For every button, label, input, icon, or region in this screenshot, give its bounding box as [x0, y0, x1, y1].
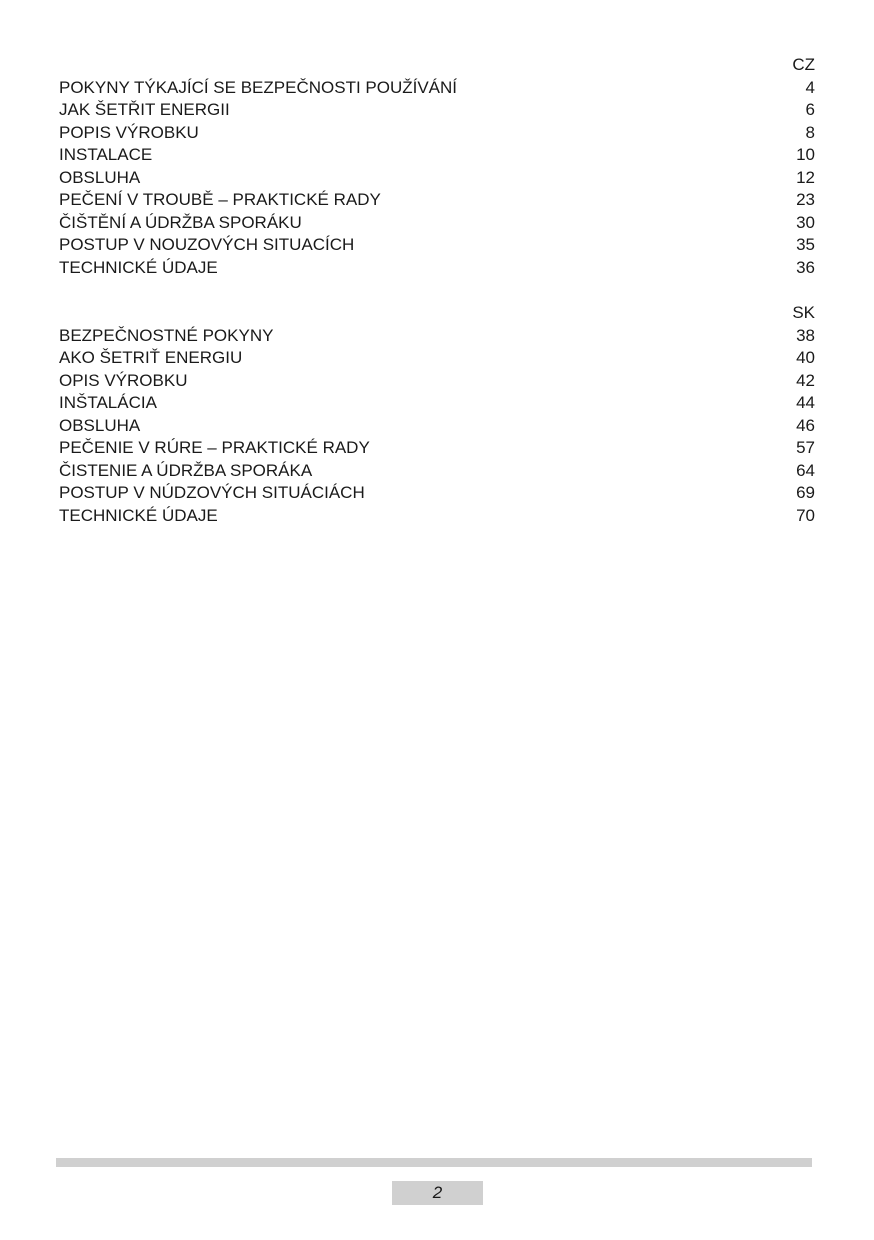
toc-entry-page: 44 — [796, 393, 815, 412]
toc-entry[interactable] — [59, 167, 815, 190]
toc-entry-page: 12 — [796, 167, 815, 187]
toc-entry-title: POKYNY TÝKAJÍCÍ SE BEZPEČNOSTI POUŽÍVÁNÍ — [59, 77, 458, 97]
section-language-code: CZ — [792, 55, 815, 74]
toc-entry-title: POPIS VÝROBKU — [59, 122, 199, 142]
toc-entry-page: 70 — [796, 505, 815, 525]
toc-entry[interactable] — [59, 347, 815, 370]
toc-entry-page: 40 — [796, 348, 815, 367]
toc-entry-page: 35 — [796, 235, 815, 254]
toc-entry-page: 30 — [796, 212, 815, 232]
toc-section-sk — [59, 302, 815, 527]
page-number: 2 — [392, 1181, 483, 1205]
toc-entry[interactable] — [59, 482, 815, 505]
toc-entry-title: JAK ŠETŘIT ENERGII — [59, 100, 230, 119]
footer-divider-bar — [56, 1158, 812, 1167]
toc-entry[interactable] — [59, 370, 815, 393]
toc-entry[interactable] — [59, 212, 815, 235]
toc-entry-page: 38 — [796, 325, 815, 345]
toc-entry-title: TECHNICKÉ ÚDAJE — [59, 257, 218, 277]
toc-entry[interactable] — [59, 505, 815, 528]
toc-entry[interactable] — [59, 122, 815, 145]
toc-entry[interactable] — [59, 77, 815, 100]
toc-entry-title: OBSLUHA — [59, 415, 141, 435]
toc-entry-page: 69 — [796, 483, 815, 502]
toc-entry-page: 36 — [796, 257, 815, 277]
toc-entry[interactable] — [59, 460, 815, 483]
toc-entry-title: ČISTENIE A ÚDRŽBA SPORÁKA — [59, 460, 313, 480]
toc-entry-title: INŠTALÁCIA — [59, 393, 157, 412]
table-of-contents — [59, 54, 815, 550]
toc-entry-title: OPIS VÝROBKU — [59, 370, 188, 390]
toc-entry[interactable] — [59, 257, 815, 280]
toc-entry[interactable] — [59, 234, 815, 257]
toc-entry-page: 23 — [796, 190, 815, 209]
toc-entry-page: 6 — [805, 100, 815, 119]
toc-entry-page: 46 — [796, 415, 815, 435]
toc-entry-page: 42 — [796, 370, 815, 390]
toc-entry[interactable] — [59, 144, 815, 167]
toc-entry-title: BEZPEČNOSTNÉ POKYNY — [59, 325, 274, 345]
toc-entry-page: 4 — [805, 77, 815, 97]
toc-entry[interactable] — [59, 415, 815, 438]
toc-entry-title: OBSLUHA — [59, 167, 141, 187]
toc-entry[interactable] — [59, 325, 815, 348]
toc-entry[interactable] — [59, 99, 815, 122]
toc-entry-page: 10 — [796, 145, 815, 164]
toc-entry-title: INSTALACE — [59, 145, 153, 164]
toc-section-cz — [59, 54, 815, 279]
toc-entry-title: POSTUP V NÚDZOVÝCH SITUÁCIÁCH — [59, 483, 365, 502]
toc-entry-title: AKO ŠETRIŤ ENERGIU — [59, 348, 243, 367]
toc-entry[interactable] — [59, 437, 815, 460]
toc-entry-title: PEČENIE V RÚRE – PRAKTICKÉ RADY — [59, 438, 370, 457]
toc-entry-page: 57 — [796, 438, 815, 457]
toc-entry-title: PEČENÍ V TROUBĚ – PRAKTICKÉ RADY — [59, 190, 381, 209]
toc-entry-title: TECHNICKÉ ÚDAJE — [59, 505, 218, 525]
toc-entry[interactable] — [59, 189, 815, 212]
toc-entry-page: 64 — [796, 460, 815, 480]
toc-entry-page: 8 — [805, 122, 815, 142]
toc-entry[interactable] — [59, 392, 815, 415]
toc-entry-title: POSTUP V NOUZOVÝCH SITUACÍCH — [59, 235, 355, 254]
section-language-code: SK — [792, 303, 815, 322]
toc-entry-title: ČIŠTĚNÍ A ÚDRŽBA SPORÁKU — [59, 212, 302, 232]
